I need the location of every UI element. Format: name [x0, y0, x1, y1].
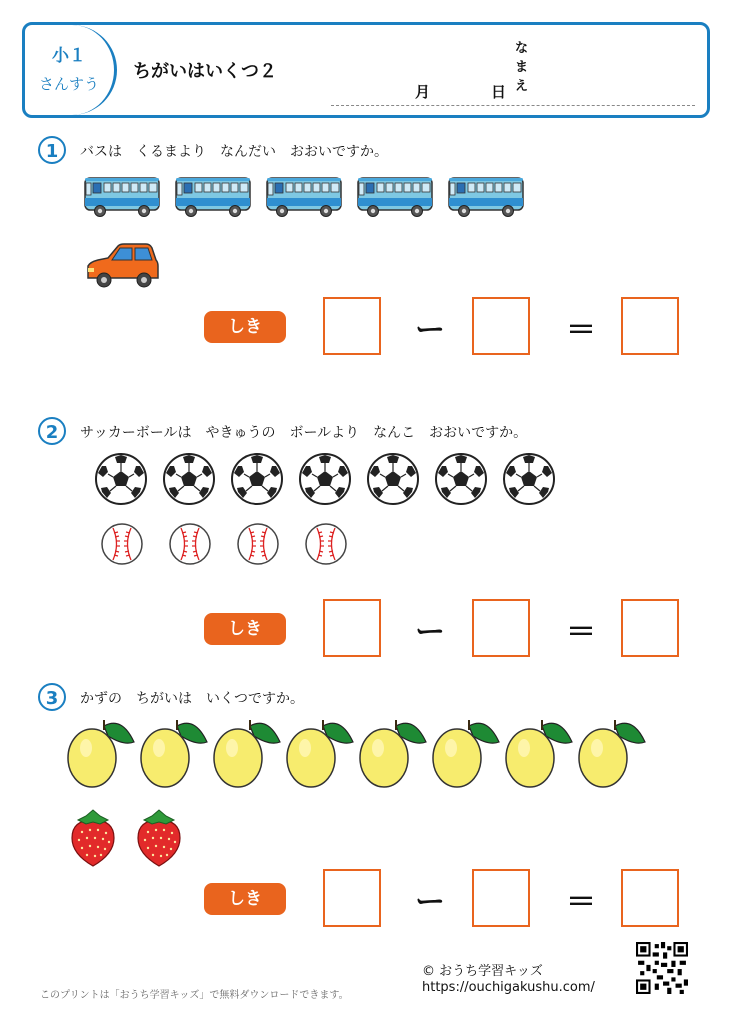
strawberry-icon — [136, 806, 182, 868]
car-icon — [84, 240, 160, 290]
soccer-ball-icon — [434, 452, 488, 506]
baseball-icon — [168, 522, 212, 566]
soccer-ball-icon — [298, 452, 352, 506]
footer-note: このプリントは「おうち学習キッズ」で無料ダウンロードできます。 — [40, 990, 349, 1001]
baseball-icon — [100, 522, 144, 566]
month-label: 月 — [415, 83, 431, 101]
answer-box-3a[interactable] — [323, 869, 381, 927]
day-label: 日 — [491, 83, 507, 101]
answer-box-1b[interactable] — [472, 297, 530, 355]
worksheet-header — [22, 22, 710, 118]
question-text-3: かずの ちがいは いくつですか。 — [80, 691, 304, 707]
bus-icon — [357, 176, 433, 218]
answer-box-2b[interactable] — [472, 599, 530, 657]
answer-box-2a[interactable] — [323, 599, 381, 657]
lemon-icon — [137, 714, 213, 788]
qr-code-icon — [636, 942, 688, 994]
answer-box-1c[interactable] — [621, 297, 679, 355]
bus-icon — [448, 176, 524, 218]
question-text-2: サッカーボールは やきゅうの ボールより なんこ おおいですか。 — [80, 425, 528, 441]
baseball-icon — [236, 522, 280, 566]
name-label: なまえ — [515, 41, 529, 94]
soccer-ball-icon — [230, 452, 284, 506]
grade-badge — [25, 25, 117, 115]
equals-sign: ＝ — [566, 313, 596, 348]
lemon-icon — [429, 714, 505, 788]
minus-sign: ー — [415, 313, 445, 348]
bus-icon — [266, 176, 342, 218]
answer-box-3c[interactable] — [621, 869, 679, 927]
question-number-2: 2 — [38, 417, 66, 445]
page-title: ちがいはいくつ２ — [133, 61, 277, 82]
shiki-label-2: しき — [204, 613, 286, 645]
subject-label: さんすう — [38, 75, 99, 93]
minus-sign: ー — [415, 615, 445, 650]
soccer-ball-icon — [94, 452, 148, 506]
equals-sign: ＝ — [566, 615, 596, 650]
shiki-label-3: しき — [204, 883, 286, 915]
answer-box-3b[interactable] — [472, 869, 530, 927]
lemon-icon — [210, 714, 286, 788]
soccer-ball-icon — [366, 452, 420, 506]
lemon-icon — [502, 714, 578, 788]
minus-sign: ー — [415, 885, 445, 920]
answer-box-1a[interactable] — [323, 297, 381, 355]
question-number-1: 1 — [38, 136, 66, 164]
bus-icon — [84, 176, 160, 218]
question-number-3: 3 — [38, 683, 66, 711]
bus-icon — [175, 176, 251, 218]
equals-sign: ＝ — [566, 885, 596, 920]
answer-box-2c[interactable] — [621, 599, 679, 657]
lemon-icon — [283, 714, 359, 788]
shiki-label-1: しき — [204, 311, 286, 343]
baseball-icon — [304, 522, 348, 566]
strawberry-icon — [70, 806, 116, 868]
name-line — [331, 105, 695, 106]
question-text-1: バスは くるまより なんだい おおいですか。 — [80, 144, 388, 160]
grade-label: 小１ — [52, 46, 86, 66]
soccer-ball-icon — [162, 452, 216, 506]
site-url[interactable]: https://ouchigakushu.com/ — [422, 980, 595, 995]
lemon-icon — [64, 714, 140, 788]
lemon-icon — [356, 714, 432, 788]
soccer-ball-icon — [502, 452, 556, 506]
copyright: © おうち学習キッズ — [422, 964, 543, 979]
lemon-icon — [575, 714, 651, 788]
